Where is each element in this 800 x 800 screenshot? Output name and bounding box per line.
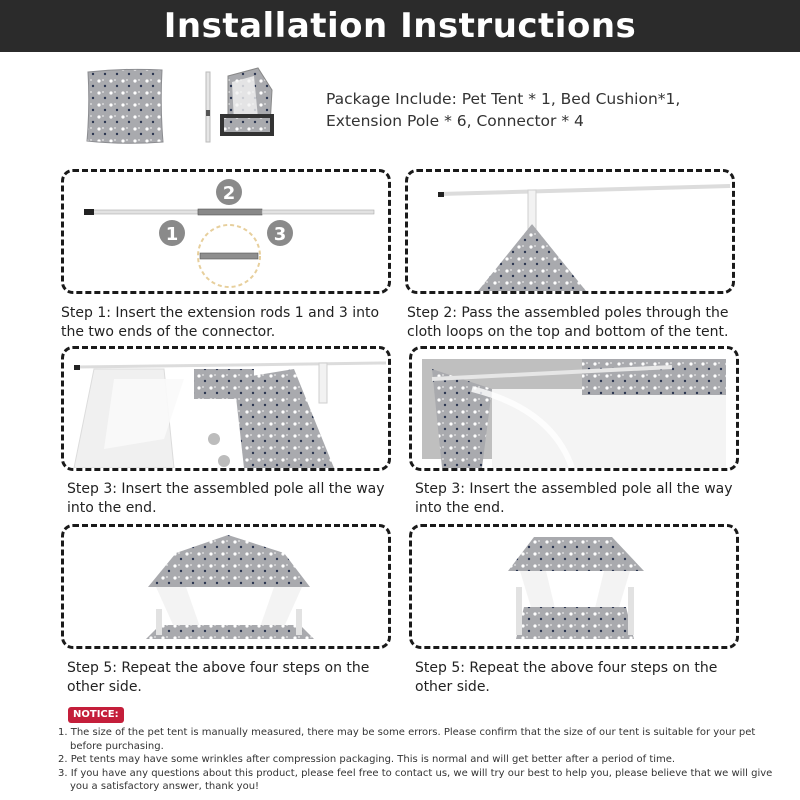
step-5b-line-1: Step 5: Repeat the above four steps on the <box>415 660 718 676</box>
step-3a-line-2: into the end. <box>67 500 157 516</box>
step-5a-panel <box>61 524 391 649</box>
step-3a-caption <box>67 480 385 518</box>
package-contents <box>326 88 776 132</box>
tent-parts-image <box>198 66 280 146</box>
step-5a-photo <box>64 527 388 646</box>
step-3a-photo <box>64 349 388 468</box>
step-5a-caption <box>67 659 369 697</box>
package-line-2: Extension Pole * 6, Connector * 4 <box>326 112 584 130</box>
step-2-panel <box>405 169 735 294</box>
step-1-line-1: Step 1: Insert the extension rods 1 and 3 into <box>61 305 380 321</box>
cushion-image <box>84 66 166 146</box>
step-2-caption <box>407 304 729 342</box>
step-5b-photo <box>412 527 736 646</box>
step-2-line-2: cloth loops on the top and bottom of the tent. <box>407 324 729 340</box>
notice-list <box>58 726 788 794</box>
step-5a-line-1: Step 5: Repeat the above four steps on the <box>67 660 370 676</box>
step-5b-caption <box>415 659 717 697</box>
step-3b-caption <box>415 480 733 518</box>
step-1-line-2: the two ends of the connector. <box>61 324 276 340</box>
notice-badge: NOTICE: <box>68 707 124 723</box>
header-banner <box>0 0 800 52</box>
step-3b-panel <box>409 346 739 471</box>
pole-diagram <box>64 172 388 291</box>
label-3: 3 <box>273 224 287 245</box>
step-3b-line-1: Step 3: Insert the assembled pole all the way <box>415 481 733 497</box>
label-1: 1 <box>165 224 179 245</box>
step-3b-line-2: into the end. <box>415 500 505 516</box>
step-2-photo <box>408 172 732 291</box>
label-2: 2 <box>222 183 236 204</box>
step-1-panel <box>61 169 391 294</box>
notice-item-1: 1. The size of the pet tent is manually measured, there may be some errors. Please confirm that the size of our tent is suitable for your pet before purchasing. <box>58 727 756 752</box>
step-5a-line-2: other side. <box>67 679 142 695</box>
page-title: Installation Instructions <box>163 6 637 46</box>
step-2-line-1: Step 2: Pass the assembled poles through the <box>407 305 729 321</box>
connector-part <box>200 253 258 259</box>
step-5b-line-2: other side. <box>415 679 490 695</box>
step-5b-panel <box>409 524 739 649</box>
package-line-1: Package Include: Pet Tent * 1, Bed Cushion*1, <box>326 90 681 108</box>
step-3a-panel <box>61 346 391 471</box>
step-1-caption <box>61 304 379 342</box>
notice-item-3: 3. If you have any questions about this product, please feel free to contact us, we will try our best to help you, please believe that we will give you a satisfactory answer, thank you! <box>58 767 773 792</box>
step-3a-line-1: Step 3: Insert the assembled pole all the way <box>67 481 385 497</box>
notice-item-2: 2. Pet tents may have some wrinkles after compression packaging. This is normal and will get better after a period of time. <box>58 754 676 765</box>
step-3b-photo <box>412 349 736 468</box>
